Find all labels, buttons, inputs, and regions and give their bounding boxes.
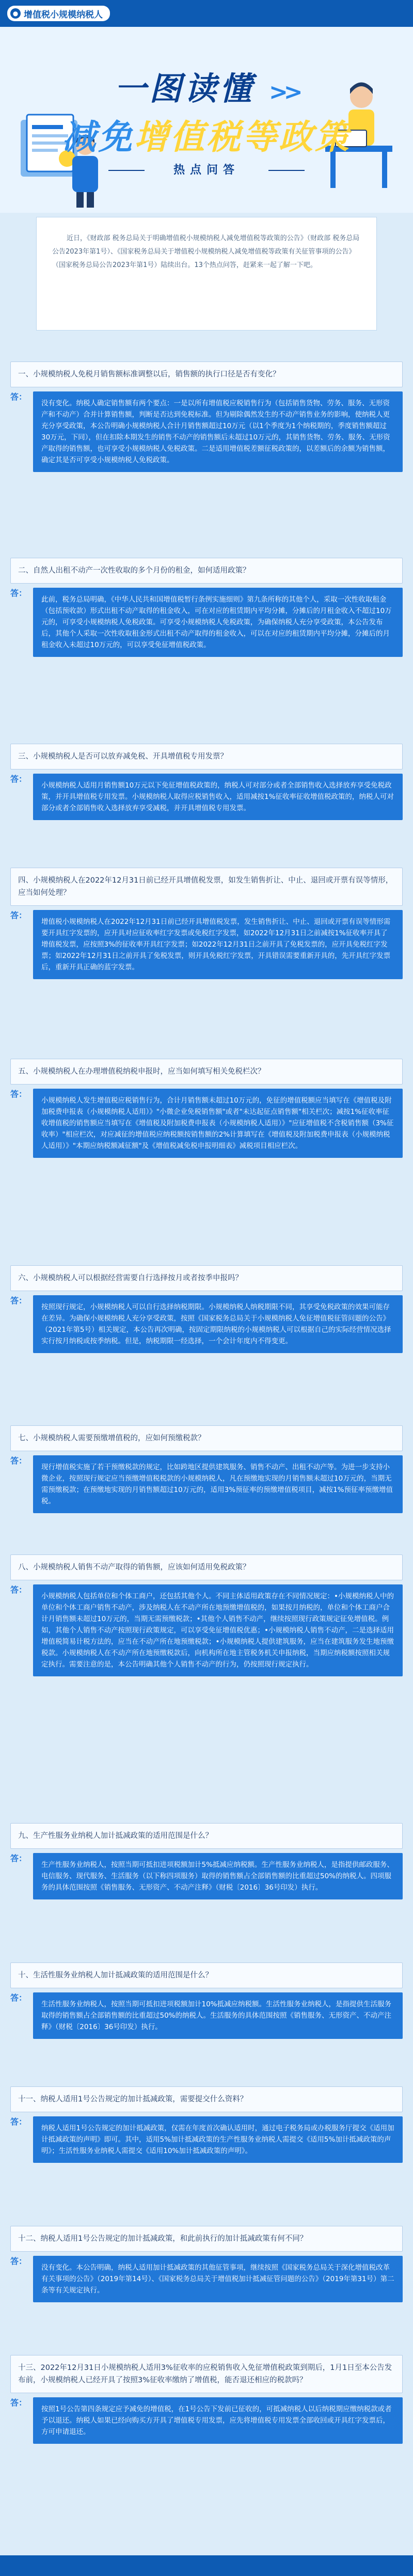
answer-label: 答：: [10, 1854, 27, 1863]
answer-label: 答：: [10, 2256, 27, 2266]
answer-label: 答：: [10, 1993, 27, 2003]
answer-text: 没有变化。纳税人确定销售额有两个要点：一是以所有增值税应税销售行为（包括销售货物、劳务、服务、无形资产和不动产）合并计算销售额，判断是否达到免税标准。但为剔除偶然发生的不动产销售业务的影响，使纳税人更充分享受政策，本公告明确小规模纳税人合计月销售额超过10万元（以1个季度为1个纳税期的，季度销售额超过30万元，下同），但在扣除本期发生的销售不动产的销售额后未超过10万元的，其销售货物、劳务、服务、无形资产取得的销售额，也可享受小规模纳税人免税政策。二是适用增值税差额征税政策的，以差额后的余额为销售额，确定其是否可享受小规模纳税人免税政策。: [33, 391, 403, 472]
hero-banner: [0, 27, 413, 213]
header-tag: [7, 6, 110, 21]
answer-label: 答：: [10, 1296, 27, 1306]
qa-item-3: [10, 744, 403, 820]
header-tag-label: 增值税小规模纳税人: [24, 9, 103, 20]
question-text: 五、小规模纳税人在办理增值税纳税申报时，应当如何填写相关免税栏次？: [10, 1059, 403, 1085]
qa-item-13: [10, 2355, 403, 2444]
answer-text: 生活性服务业纳税人，按照当期可抵扣进项税额加计10%抵减应纳税额。生活性服务业纳税人，是指提供生活服务取得的销售额占全部销售额的比重超过50%的纳税人。生活服务的具体范围按照《销售服务、无形资产、不动产注释》（财税〔2016〕36号印发）执行。: [33, 1992, 403, 2039]
qa-item-1: [10, 362, 403, 472]
answer-row: [10, 1853, 403, 1899]
answer-label: 答：: [10, 392, 27, 402]
hero-title-line2-b: 增值税等政策: [134, 117, 351, 157]
answer-row: [10, 1455, 403, 1513]
answer-text: 生产性服务业纳税人，按照当期可抵扣进项税额加计5%抵减应纳税额。生产性服务业纳税人，是指提供邮政服务、电信服务、现代服务、生活服务（以下称四项服务）取得的销售额占全部销售额的比重超过50%的纳税人。四项服务的具体范围按照《销售服务、无形资产、不动产注释》（财税〔2016〕36号印发）执行。: [33, 1853, 403, 1899]
answer-text: 现行增值税实施了若干预缴税款的规定，比如跨地区提供建筑服务、销售不动产、出租不动产等。为进一步支持小微企业，按照现行规定应当预缴增值税税款的小规模纳税人，凡在预缴地实现的月销售额未超过10万元的，当期无需预缴税款；在预缴地实现的月销售额超过10万元的，适用3%预征率的预缴增值税项目，减按1%预征率预缴增值税。: [33, 1455, 403, 1513]
qa-item-4: [10, 868, 403, 979]
answer-row: [10, 588, 403, 657]
qa-item-2: [10, 558, 403, 657]
top-banner: [0, 0, 413, 27]
question-text: 七、小规模纳税人需要预缴增值税的，应如何预缴税款？: [10, 1425, 403, 1451]
qa-item-11: [10, 2086, 403, 2163]
question-text: 八、小规模纳税人销售不动产取得的销售额，应该如何适用免税政策？: [10, 1554, 403, 1580]
qa-item-5: [10, 1059, 403, 1158]
bottom-banner: [0, 2555, 413, 2576]
answer-text: 按照1号公告第四条规定应予减免的增值税，在1号公告下发前已征收的，可抵减纳税人以后纳税期应缴纳税款或者予以退还。纳税人如果已经向购买方开具了增值税专用发票，应先将增值税专用发票全部收回或开具红字发票后，方可申请退还。: [33, 2397, 403, 2444]
answer-text: 此前，税务总局明确，《中华人民共和国增值税暂行条例实施细则》第九条所称的其他个人，采取一次性收取租金（包括预收款）形式出租不动产取得的租金收入，可在对应的租赁期内平均分摊，分摊后的月租金收入不超过10万元的，可享受小规模纳税人免税政策。可享受小规模纳税人免税政策，为确保纳税人充分享受政策，本公告发布后，其他个人采取一次性收取租金形式出租不动产取得的租金收入，可以在对应的租赁期内平均分摊，分摊后的月租金收入未超过10万元的，可以享受免征增值税政策。: [33, 588, 403, 657]
answer-row: [10, 1992, 403, 2039]
answer-text: 按照现行规定，小规模纳税人可以自行选择纳税期限。小规模纳税人纳税期限不同，其享受免税政策的效果可能存在差异。为确保小规模纳税人充分享受政策，按照《国家税务总局关于小规模纳税人免征增值税征管问题的公告》（2021年第5号）相关规定，本公告再次明确，按固定期限纳税的小规模纳税人可以根据自己的实际经营情况选择实行按月纳税或按季纳税。但是，纳税期限一经选择，一个会计年度内不得变更。: [33, 1295, 403, 1353]
qa-item-6: [10, 1265, 403, 1353]
answer-row: [10, 910, 403, 979]
answer-label: 答：: [10, 588, 27, 598]
answer-label: 答：: [10, 1585, 27, 1595]
hero-title-line1: [0, 63, 413, 109]
answer-label: 答：: [10, 2117, 27, 2127]
question-text: 二、自然人出租不动产一次性收取的多个月份的租金，如何适用政策？: [10, 558, 403, 584]
question-text: 十二、纳税人适用1号公告规定的加计抵减政策，和此前执行的加计抵减政策有何不同？: [10, 2226, 403, 2252]
question-text: 三、小规模纳税人是否可以放弃减免税、开具增值税专用发票？: [10, 744, 403, 769]
qa-item-10: [10, 1962, 403, 2039]
answer-label: 答：: [10, 2398, 27, 2408]
qa-item-8: [10, 1554, 403, 1676]
answer-row: [10, 2256, 403, 2302]
answer-row: [10, 774, 403, 820]
hero-title-line2: [0, 109, 413, 159]
answer-label: 答：: [10, 1089, 27, 1099]
question-text: 十三、2022年12月31日小规模纳税人适用3%征收率的应税销售收入免征增值税政策到期后，1月1日至本公告发布前，小规模纳税人已经开具了按照3%征收率缴纳了增值税，能否退还相应的税款吗？: [10, 2355, 403, 2393]
answer-label: 答：: [10, 910, 27, 920]
question-text: 六、小规模纳税人可以根据经营需要自行选择按月或者按季申报吗？: [10, 1265, 403, 1291]
hero-title-line1-text: 一图读懂: [114, 70, 255, 107]
intro-paragraph: 近日，《财政部 税务总局关于明确增值税小规模纳税人减免增值税等政策的公告》（财政部 税务总局公告2023年第1号）、《国家税务总局关于增值税小规模纳税人减免增值税等政策有关征管事项的公告》（国家税务总局公告2023年第1号）陆续出台。13个热点问答，赶紧来一起了解一下吧。: [36, 217, 377, 331]
answer-row: [10, 1089, 403, 1158]
hero-subtitle: 热点问答: [139, 160, 274, 181]
answer-text: 没有变化。本公告明确，纳税人适用加计抵减政策的其他征管事项，继续按照《国家税务总局关于深化增值税改革有关事项的公告》（2019年第14号）、《国家税务总局关于增值税加计抵减征管问题的公告》（2019年第31号）第二条等有关规定执行。: [33, 2256, 403, 2302]
hero-arrows: >>: [268, 79, 299, 105]
answer-label: 答：: [10, 1456, 27, 1466]
answer-text: 纳税人适用1号公告规定的加计抵减政策，仅需在年度首次确认适用时，通过电子税务局或办税服务厅提交《适用加计抵减政策的声明》即可。其中，适用5%加计抵减政策的生产性服务业纳税人需提交《适用5%加计抵减政策的声明》；生活性服务业纳税人需提交《适用10%加计抵减政策的声明》。: [33, 2116, 403, 2163]
answer-row: [10, 391, 403, 472]
answer-text: 小规模纳税人适用月销售额10万元以下免征增值税政策的，纳税人可对部分或者全部销售收入选择放弃享受免税政策，并开具增值税专用发票。小规模纳税人取得应税销售收入，适用减按1%征收率征收增值税政策的，纳税人可对部分或者全部销售收入选择放弃享受减税，并开具增值税专用发票。: [33, 774, 403, 820]
qa-item-12: [10, 2226, 403, 2302]
hero-title-line2-a: 减免: [62, 117, 134, 157]
answer-row: [10, 1295, 403, 1353]
answer-text: 小规模纳税人发生增值税应税销售行为，合计月销售额未超过10万元的，免征的增值税额应当填写在《增值税及附加税费申报表（小规模纳税人适用）》"小微企业免税销售额"或者"未达起征点销售额"相关栏次；减按1%征收率征收增值税的销售额应当填写在《增值税及附加税费申报表（小规模纳税人适用）》"应征增值税不含税销售额（3%征收率）"相应栏次，对应减征的增值税应纳税额按销售额的2%计算填写在《增值税及附加税费申报表（小规模纳税人适用）》"本期应纳税额减征额"及《增值税减免税申报明细表》减税项目相应栏次。: [33, 1089, 403, 1158]
question-text: 四、小规模纳税人在2022年12月31日前已经开具增值税发票，如发生销售折让、中止、退回或开票有误等情形，应当如何处理？: [10, 868, 403, 906]
qa-item-9: [10, 1823, 403, 1899]
question-text: 十、生活性服务业纳税人加计抵减政策的适用范围是什么？: [10, 1962, 403, 1988]
question-text: 十一、纳税人适用1号公告规定的加计抵减政策，需要提交什么资料？: [10, 2086, 403, 2112]
question-text: 九、生产性服务业纳税人加计抵减政策的适用范围是什么？: [10, 1823, 403, 1849]
answer-row: [10, 2397, 403, 2444]
tag-dot-icon: ●: [10, 8, 21, 19]
qa-item-7: [10, 1425, 403, 1513]
answer-row: [10, 2116, 403, 2163]
answer-label: 答：: [10, 774, 27, 784]
question-text: 一、小规模纳税人免税月销售额标准调整以后，销售额的执行口径是否有变化？: [10, 362, 403, 387]
answer-row: [10, 1584, 403, 1676]
answer-text: 增值税小规模纳税人在2022年12月31日前已经开具增值税发票，发生销售折让、中止、退回或开票有误等情形需要开具红字发票的，应开具对应征收率红字发票或免税红字发票，如2022年12月31日之前减按1%征收率开具了增值税发票，应按照3%的征收率开具红字发票；如2022年12月31日之前开具了免税发票的，应开具免税红字发票；如2022年12月31日之前开具了免税发票，则开具免税红字发票，开具错误需要重新开具的，先开具红字发票后，重新开具正确的蓝字发票。: [33, 910, 403, 979]
answer-text: 小规模纳税人包括单位和个体工商户，还包括其他个人。不同主体适用政策存在不同情况规定：•小规模纳税人中的单位和个体工商户销售不动产，涉及纳税人在不动产所在地预缴增值税的，如果按月纳税的，单位和个体工商户合计月销售额未超过10万元的，当期无需预缴税款；•其他个人销售不动产，继续按照现行政策规定征免增值税。例如，其他个人销售不动产按照现行政策规定，可以享受免征增值税优惠；•小规模纳税人销售不动产，二是选择适用增值税简易计税方法的，应当在不动产所在地预缴税款；•小规模纳税人提供建筑服务，应当在建筑服务发生地预缴税款。小规模纳税人在不动产所在地预缴税款后，向机构所在地主管税务机关申报纳税，当期应纳税额按照相关规定执行。需要注意的是，本公告明确其他个人销售不动产的行为，仍按照现行规定执行。: [33, 1584, 403, 1676]
